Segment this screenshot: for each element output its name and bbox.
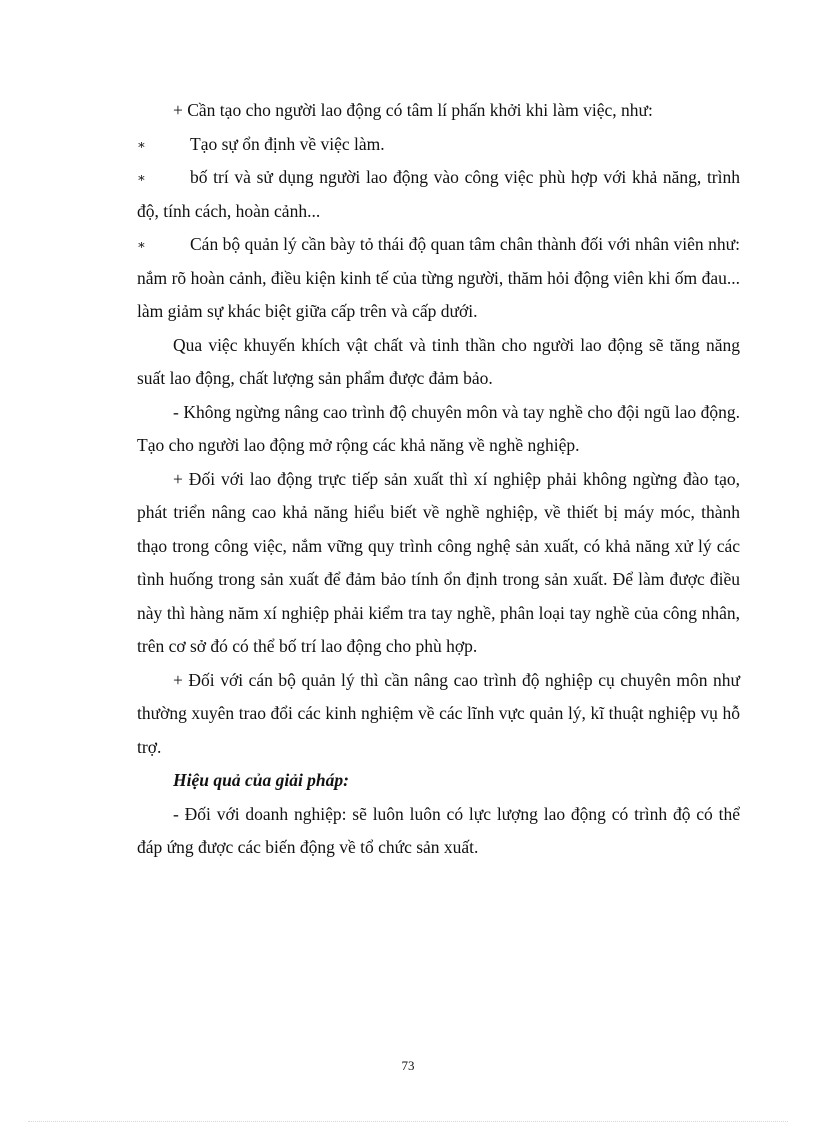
- bullet-job-stability: [137, 128, 740, 162]
- bullet-text: Tạo sự ổn định về việc làm.: [190, 133, 385, 154]
- paragraph-incentives: Qua việc khuyến khích vật chất và tinh thần cho người lao động sẽ tăng năng suất lao động, chất lượng sản phẩm được đảm bảo.: [137, 334, 740, 388]
- paragraph-direct-labor-training: + Đối với lao động trực tiếp sản xuất thì xí nghiệp phải không ngừng đào tạo, phát triển nâng cao khả năng hiểu biết về nghề nghiệp, về thiết bị máy móc, thành thạo trong công việc, nắm vững quy trình công nghệ sản xuất, có khả năng xử lý các tình huống trong sản xuất để đảm bảo tính ổn định trong sản xuất. Để làm được điều này thì hàng năm xí nghiệp phải kiểm tra tay nghề, phân loại tay nghề của công nhân, trên cơ sở đó có thể bố trí lao động cho phù hợp.: [137, 468, 740, 656]
- paragraph-manager-training: + Đối với cán bộ quản lý thì cần nâng cao trình độ nghiệp cụ chuyên môn như thường xuyên trao đổi các kinh nghiệm về các lĩnh vực quản lý, kĩ thuật nghiệp vụ hỗ trợ.: [137, 669, 740, 757]
- bullet-text: Cán bộ quản lý cần bày tỏ thái độ quan tâm chân thành đối với nhân viên như: nắm rõ hoàn cảnh, điều kiện kinh tế của từng người, thăm hỏi động viên khi ốm đau... làm giảm sự khác biệt giữa cấp trên và cấp dưới.: [137, 234, 740, 321]
- paragraph-skill-improvement: - Không ngừng nâng cao trình độ chuyên môn và tay nghề cho đội ngũ lao động. Tạo cho người lao động mở rộng các khả năng về nghề nghiệp.: [137, 401, 740, 455]
- asterisk-bullet-icon: ∗: [137, 170, 146, 185]
- asterisk-bullet-icon: ∗: [137, 136, 146, 152]
- asterisk-bullet-icon: ∗: [137, 237, 146, 252]
- paragraph-morale-intro: + Cần tạo cho người lao động có tâm lí phấn khởi khi làm việc, như:: [173, 100, 653, 120]
- section-heading-solution-effect: Hiệu quả của giải pháp:: [173, 770, 349, 790]
- paragraph-enterprise-effect: - Đối với doanh nghiệp: sẽ luôn luôn có lực lượng lao động có trình độ có thể đáp ứng được các biến động về tổ chức sản xuất.: [137, 803, 740, 857]
- page-number: 73: [401, 1058, 415, 1073]
- page-body: [137, 94, 740, 865]
- bullet-text: bố trí và sử dụng người lao động vào công việc phù hợp với khả năng, trình độ, tính cách, hoàn cảnh...: [137, 167, 740, 221]
- bullet-job-placement: [137, 161, 740, 228]
- page-bottom-divider: [28, 1121, 788, 1122]
- bullet-manager-attitude: [137, 228, 740, 329]
